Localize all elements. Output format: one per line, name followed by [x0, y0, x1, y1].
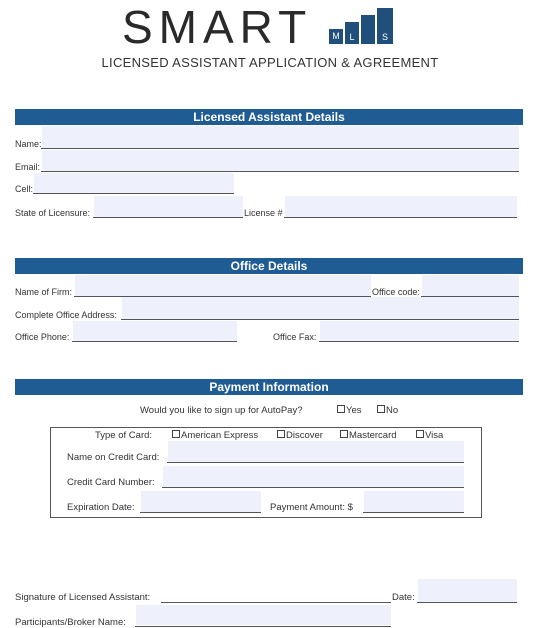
name-on-card-underline — [167, 462, 464, 463]
office-address-field[interactable] — [122, 297, 519, 319]
office-phone-label: Office Phone: — [15, 332, 70, 342]
card-type-amex-checkbox[interactable] — [172, 430, 258, 441]
office-fax-label: Office Fax: — [273, 332, 317, 342]
autopay-no-label: No — [386, 405, 399, 416]
card-type-discover-checkbox[interactable] — [277, 430, 323, 441]
office-fax-field[interactable] — [320, 321, 519, 342]
signature-label: Signature of Licensed Assistant: — [15, 592, 151, 603]
signature-date-underline — [417, 602, 517, 603]
checkbox-icon — [377, 405, 385, 413]
section-header-office: Office Details — [15, 258, 523, 274]
expiration-date-label: Expiration Date: — [67, 502, 135, 513]
autopay-no-checkbox[interactable] — [377, 405, 398, 416]
autopay-yes-label: Yes — [346, 405, 362, 416]
card-number-field[interactable] — [163, 466, 464, 487]
office-phone-field[interactable] — [73, 321, 237, 342]
broker-name-field[interactable] — [136, 605, 391, 625]
cell-field[interactable] — [34, 173, 234, 194]
section-header-assistant: Licensed Assistant Details — [15, 109, 523, 125]
signature-date-field[interactable] — [418, 579, 517, 602]
name-field[interactable] — [42, 126, 519, 148]
checkbox-icon — [340, 430, 348, 438]
checkbox-icon — [337, 405, 345, 413]
autopay-question: Would you like to sign up for AutoPay? — [140, 405, 303, 416]
document-title: LICENSED ASSISTANT APPLICATION & AGREEMENT — [101, 55, 439, 70]
logo-letter-s: S — [377, 8, 393, 44]
payment-amount-underline — [363, 512, 464, 513]
card-type-label: Type of Card: — [95, 430, 153, 441]
logo-letter-m: M — [329, 29, 343, 44]
card-type-visa-label: Visa — [425, 430, 444, 441]
card-number-underline — [162, 487, 464, 488]
office-code-field[interactable] — [422, 275, 519, 296]
logo-wordmark: SMART — [122, 1, 313, 53]
broker-name-label: Participants/Broker Name: — [15, 617, 126, 628]
logo-letter-l: L — [345, 22, 359, 44]
name-label: Name: — [15, 139, 42, 149]
email-field[interactable] — [42, 150, 519, 171]
card-type-mastercard-label: Mastercard — [349, 430, 397, 441]
checkbox-icon — [172, 430, 180, 438]
firm-name-field[interactable] — [75, 275, 371, 296]
card-type-discover-label: Discover — [286, 430, 323, 441]
office-code-label: Office code: — [372, 287, 420, 297]
office-fax-underline — [319, 341, 519, 342]
card-type-mastercard-checkbox[interactable] — [340, 430, 397, 441]
state-of-licensure-label: State of Licensure: — [15, 208, 91, 218]
checkbox-icon — [277, 430, 285, 438]
license-number-field[interactable] — [285, 196, 517, 217]
autopay-yes-checkbox[interactable] — [337, 405, 362, 416]
license-number-underline — [284, 217, 517, 218]
email-underline — [41, 171, 519, 172]
section-header-payment: Payment Information — [15, 379, 523, 395]
email-label: Email: — [15, 162, 41, 172]
expiration-date-field[interactable] — [141, 491, 261, 512]
signature-date-label: Date: — [392, 592, 415, 603]
card-type-amex-label: American Express — [181, 430, 259, 441]
state-of-licensure-field[interactable] — [94, 196, 243, 217]
name-on-card-label: Name on Credit Card: — [67, 452, 160, 463]
office-address-underline — [121, 319, 519, 320]
name-on-card-field[interactable] — [168, 441, 464, 462]
expiration-date-underline — [140, 512, 261, 513]
logo-letter-s-left — [361, 15, 375, 44]
cell-label: Cell: — [15, 184, 34, 194]
payment-amount-label: Payment Amount: $ — [270, 502, 353, 513]
card-type-visa-checkbox[interactable] — [416, 430, 443, 441]
state-of-licensure-underline — [93, 217, 243, 218]
license-number-label: License # — [244, 208, 283, 218]
name-underline — [41, 148, 519, 149]
card-number-label: Credit Card Number: — [67, 477, 155, 488]
checkbox-icon — [416, 430, 424, 438]
signature-underline[interactable] — [161, 602, 391, 603]
payment-amount-field[interactable] — [364, 491, 464, 512]
office-phone-underline — [72, 341, 237, 342]
firm-name-label: Name of Firm: — [15, 287, 73, 297]
cell-underline — [33, 193, 234, 194]
office-address-label: Complete Office Address: — [15, 310, 117, 320]
